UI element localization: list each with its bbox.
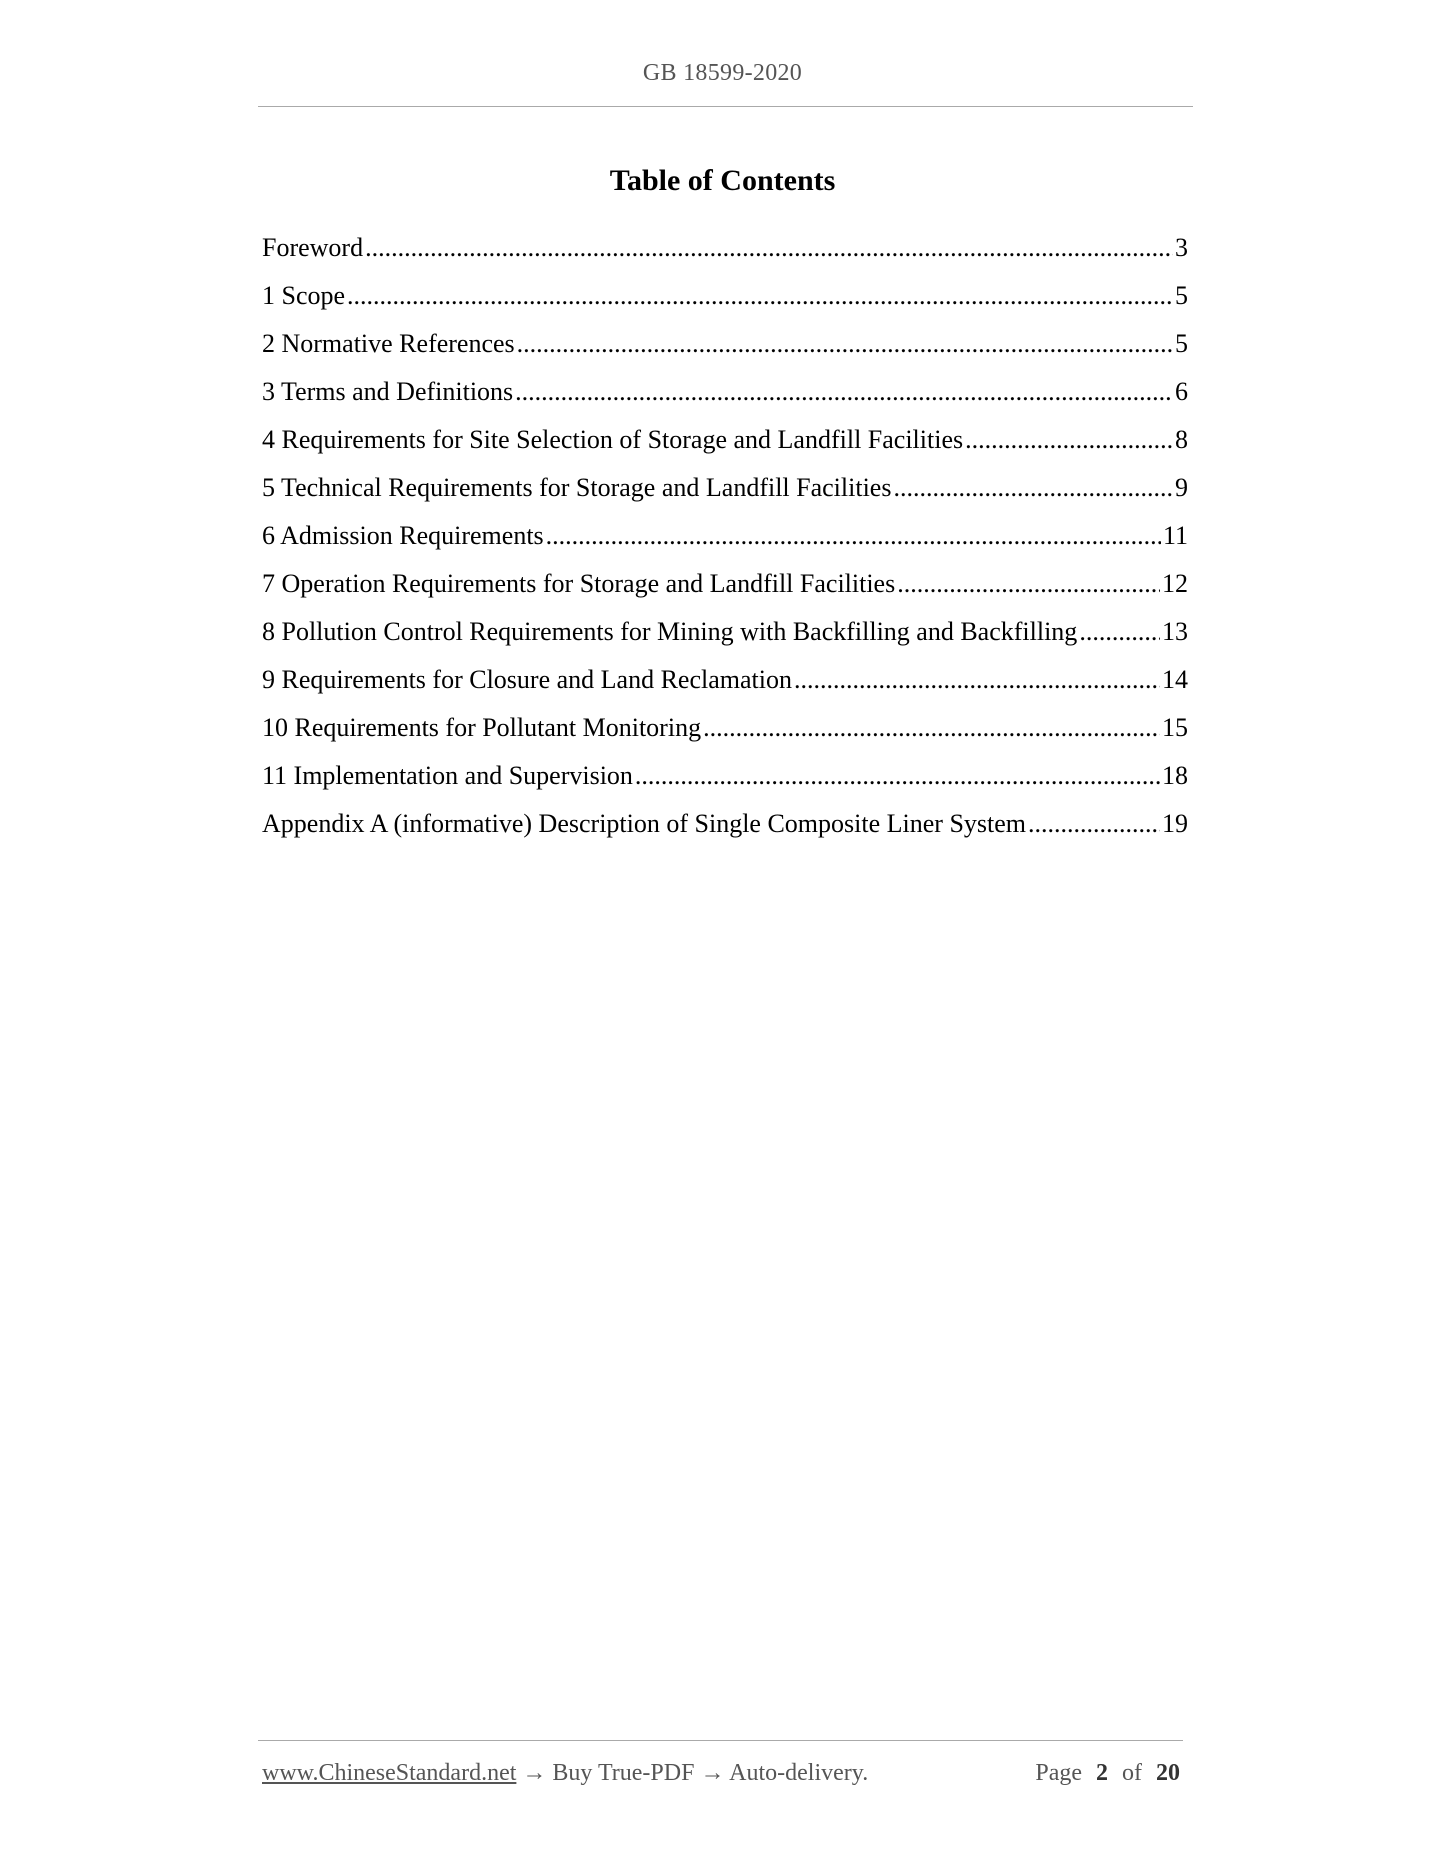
site-link[interactable]: www.ChineseStandard.net [262, 1760, 517, 1786]
toc-dot-leader [1079, 612, 1160, 652]
toc-entry-title: 7 Operation Requirements for Storage and Landfill Facilities [262, 569, 896, 598]
toc-entry-title: 1 Scope [262, 281, 346, 310]
page-footer [262, 1760, 1180, 1787]
toc-entry-page: 9 [1175, 473, 1188, 502]
toc-entry-page: 8 [1175, 425, 1188, 454]
toc-entry-normative-references[interactable] [262, 324, 1188, 372]
toc-entry-title: 3 Terms and Definitions [262, 377, 514, 406]
toc-entry-admission-requirements[interactable] [262, 516, 1188, 564]
toc-dot-leader [546, 516, 1161, 556]
toc-entry-operation-requirements[interactable] [262, 564, 1188, 612]
toc-entry-title: 2 Normative References [262, 329, 515, 358]
toc-entry-page: 15 [1162, 713, 1188, 742]
page-label: Page [1035, 1760, 1082, 1786]
toc-entry-implementation-supervision[interactable] [262, 756, 1188, 804]
toc-entry-title: 11 Implementation and Supervision [262, 761, 633, 790]
current-page-number: 2 [1096, 1760, 1108, 1786]
toc-dot-leader [635, 756, 1160, 796]
toc-entry-title: 4 Requirements for Site Selection of Storage and Landfill Facilities [262, 425, 964, 454]
toc-entry-pollution-control[interactable] [262, 612, 1188, 660]
toc-entry-page: 3 [1175, 233, 1188, 262]
page-indicator [1035, 1760, 1180, 1787]
delivery-text: Auto-delivery. [729, 1760, 869, 1786]
toc-entry-page: 18 [1162, 761, 1188, 790]
footer-divider [258, 1740, 1183, 1741]
toc-entry-page: 11 [1162, 521, 1188, 550]
toc-entry-title: 5 Technical Requirements for Storage and Landfill Facilities [262, 473, 892, 502]
toc-dot-leader [365, 228, 1173, 268]
toc-dot-leader [893, 468, 1173, 508]
toc-entry-pollutant-monitoring[interactable] [262, 708, 1188, 756]
toc-entry-terms-and-definitions[interactable] [262, 372, 1188, 420]
toc-heading: Table of Contents [609, 164, 836, 197]
toc-entry-page: 12 [1162, 569, 1188, 598]
footer-promo [262, 1760, 868, 1787]
toc-entry-page: 14 [1162, 665, 1188, 694]
document-header-id: GB 18599-2020 [642, 60, 803, 86]
toc-entry-page: 19 [1162, 809, 1188, 838]
toc-entry-title: 9 Requirements for Closure and Land Reclamation [262, 665, 792, 694]
toc-entry-title: 8 Pollution Control Requirements for Mining with Backfilling and Backfilling [262, 617, 1078, 646]
toc-entry-closure-reclamation[interactable] [262, 660, 1188, 708]
buy-text: Buy True-PDF [552, 1760, 695, 1786]
toc-entry-page: 5 [1175, 329, 1188, 358]
toc-dot-leader [897, 564, 1160, 604]
toc-entry-page: 6 [1175, 377, 1188, 406]
toc-entry-title: 10 Requirements for Pollutant Monitoring [262, 713, 702, 742]
toc-entry-page: 13 [1162, 617, 1188, 646]
toc-dot-leader [794, 660, 1160, 700]
toc-entry-appendix-a[interactable] [262, 804, 1188, 852]
toc-entry-site-selection[interactable] [262, 420, 1188, 468]
toc-entry-foreword[interactable] [262, 228, 1188, 276]
toc-dot-leader [1028, 804, 1160, 844]
toc-entry-scope[interactable] [262, 276, 1188, 324]
total-pages-number: 20 [1156, 1760, 1180, 1786]
toc-entry-page: 5 [1175, 281, 1188, 310]
toc-entry-title: 6 Admission Requirements [262, 521, 544, 550]
toc-list [262, 228, 1188, 852]
arrow-icon: → [522, 1760, 547, 1786]
of-label: of [1122, 1760, 1142, 1786]
toc-dot-leader [517, 324, 1173, 364]
toc-dot-leader [347, 276, 1173, 316]
toc-entry-title: Foreword [262, 233, 364, 262]
toc-dot-leader [965, 420, 1173, 460]
toc-dot-leader [703, 708, 1160, 748]
toc-dot-leader [515, 372, 1173, 412]
arrow-icon: → [700, 1760, 725, 1786]
header-divider [258, 106, 1193, 107]
toc-entry-technical-requirements[interactable] [262, 468, 1188, 516]
toc-entry-title: Appendix A (informative) Description of Single Composite Liner System [262, 809, 1027, 838]
